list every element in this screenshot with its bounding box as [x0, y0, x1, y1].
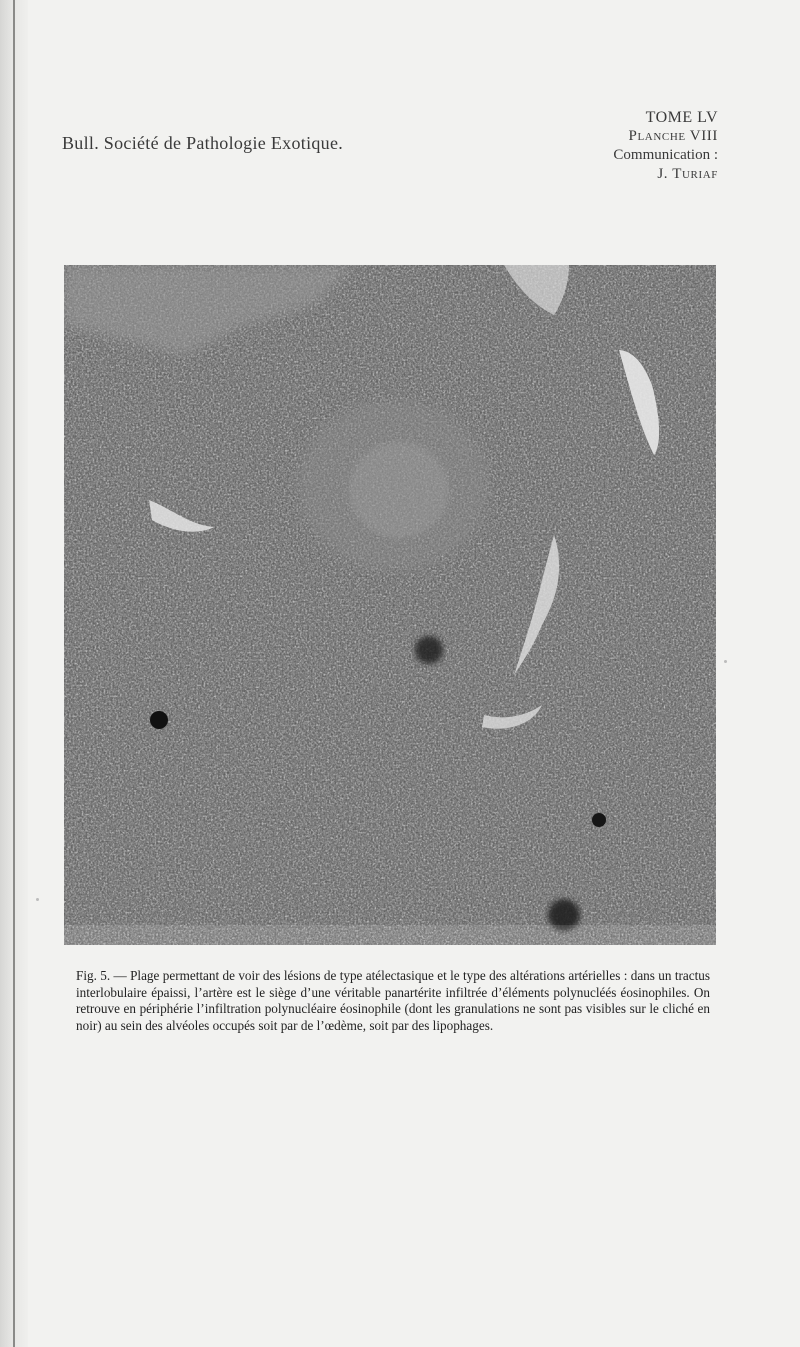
paper-speck	[724, 660, 727, 663]
paper-speck	[36, 898, 39, 901]
communication-label: Communication :	[613, 147, 718, 163]
histology-micrograph-figure	[64, 265, 716, 945]
author-label: J. Turiaf	[657, 166, 718, 182]
journal-title: Bull. Société de Pathologie Exotique.	[62, 133, 344, 153]
page-edge-line	[13, 0, 15, 1347]
tome-label: TOME LV	[645, 109, 718, 126]
planche-label: Planche VIII	[628, 128, 718, 144]
histology-micrograph-icon	[64, 265, 716, 945]
figure-caption: Fig. 5. — Plage permettant de voir des lésions de type atélectasique et le type des altérations artérielles : dans un tractus interlobulaire épaissi, l’artère est le siège d’une véritable panartérite infiltrée d’éléments polynucléés éosinophiles. On retrouve en périphérie l’infiltration polynucléaire éosinophile (dont les granulations ne sont pas visibles sur le cliché en noir) au sein des alvéoles occupés soit par de l’œdème, soit par des lipophages.	[76, 968, 710, 1034]
plate-header	[518, 108, 718, 184]
